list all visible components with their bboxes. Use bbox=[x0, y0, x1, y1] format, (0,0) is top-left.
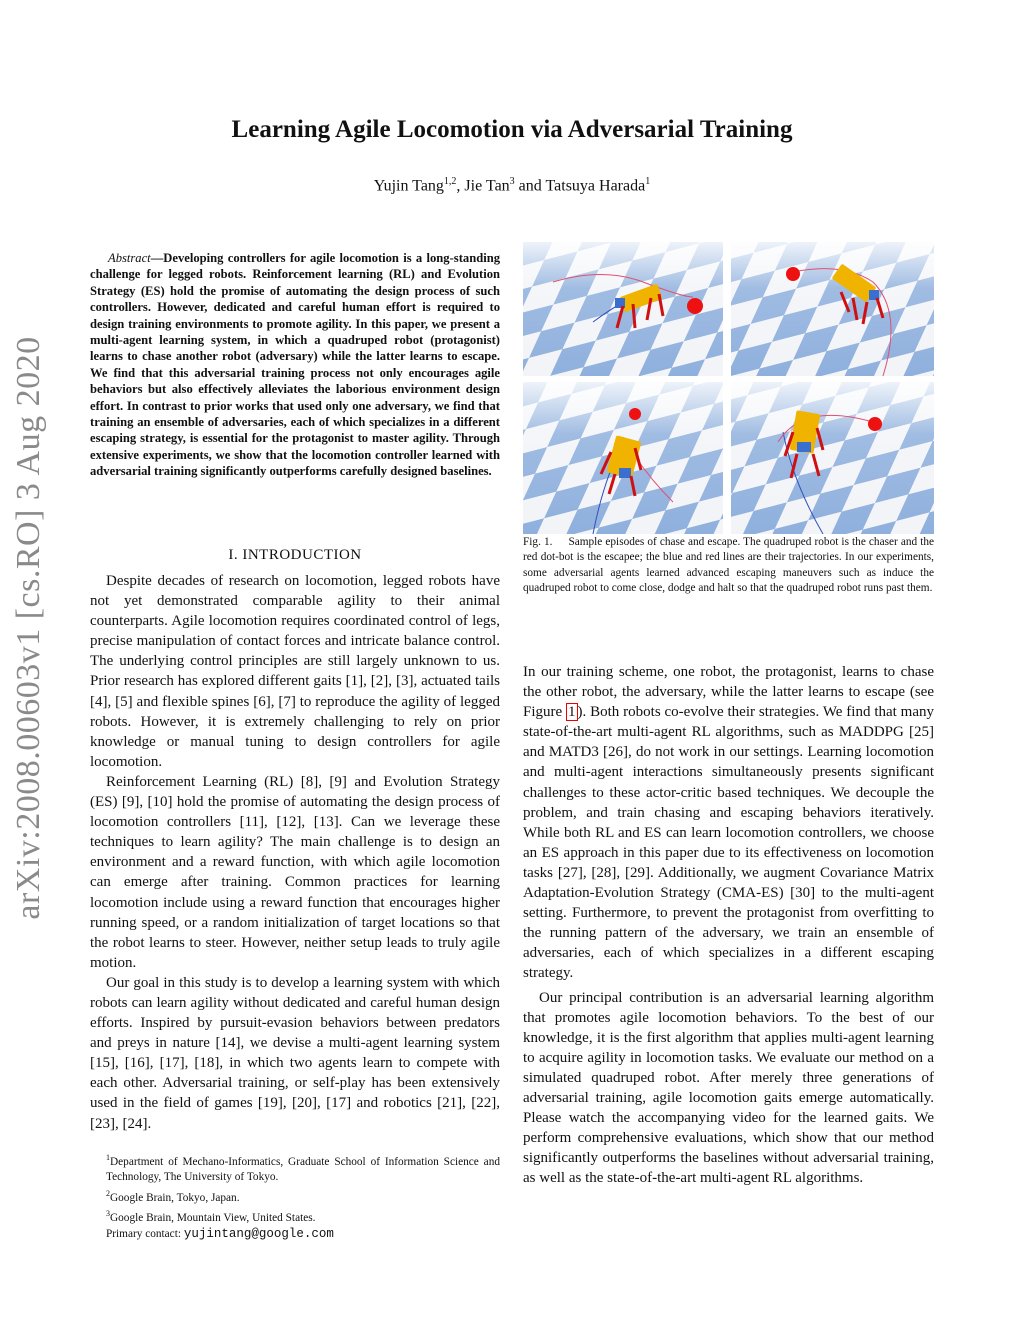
section-heading: I. INTRODUCTION bbox=[228, 547, 362, 563]
footnote-1 bbox=[90, 1150, 500, 1186]
dot-bot bbox=[786, 267, 800, 281]
figure-reference-link[interactable]: 1 bbox=[568, 704, 576, 721]
footnote-2 bbox=[90, 1186, 500, 1206]
author-separator: , bbox=[456, 177, 465, 195]
figure-1-panels bbox=[523, 242, 934, 534]
figure-number: Fig. 1. bbox=[523, 536, 553, 548]
footnote-mark: 1 bbox=[106, 1153, 110, 1162]
panel-top-left bbox=[523, 242, 723, 376]
footnote-text: Google Brain, Mountain View, United States. bbox=[110, 1212, 316, 1225]
affiliation-mark: 3 bbox=[509, 176, 515, 187]
footnote-mark: 2 bbox=[106, 1188, 110, 1198]
author-separator: and bbox=[514, 177, 546, 195]
primary-contact bbox=[90, 1227, 500, 1243]
author-line bbox=[0, 176, 1024, 195]
dot-bot bbox=[687, 298, 703, 314]
paragraph-text: ). Both robots co-evolve their strategies. We find that many state-of-the-art multi-agent RL algorithms, such as MADDPG [25] and MATD3 [26], do not work in our settings. Learning locomotion and multi-agent interactions simultaneously presents significant challenges to these actor-critic based techniques. We decouple the problem, and train chasing and escaping behaviors iteratively. While both RL and ES can learn locomotion controllers, we choose an ES approach in this paper due to its effectiveness on locomotion tasks [27], [28], [29]. Additionally, we augment Covariance Matrix Adaptation-Evolution Strategy (CMA-ES) [30] to the multi-agent setting. Furthermore, to prevent the protagonist from overfitting to the running pattern of the adversary, we train an ensemble of adversaries, each of which specializes in a different escaping strategy. bbox=[523, 704, 934, 982]
paragraph: Reinforcement Learning (RL) [8], [9] and Evolution Strategy (ES) [9], [10] hold the promise of automating the design process of locomotion controllers [11], [12], [13]. Can we leverage these techniques to learn agility? The main challenge is to design an environment and a reward function, with which agile locomotion can emerge after training. Common practices for learning locomotion include using a reward function that encourages higher running speed, or a random initialization of target locations so that the robot learns to steer. However, neither setup leads to truly agile motion. bbox=[90, 773, 500, 971]
arxiv-stamp: arXiv:2008.00603v1 [cs.RO] 3 Aug 2020 bbox=[10, 336, 47, 920]
abstract-dash: — bbox=[150, 251, 164, 265]
footnote-text: Google Brain, Tokyo, Japan. bbox=[110, 1191, 240, 1204]
dot-bot bbox=[629, 408, 641, 420]
contact-label: Primary contact: bbox=[106, 1227, 184, 1240]
abstract-label: Abstract bbox=[108, 251, 151, 265]
caption-text: Sample episodes of chase and escape. The quadruped robot is the chaser and the red dot-bot is the escapee; the blue and red lines are their trajectories. In our experiments, some adversarial agents learned advanced escaping maneuvers such as induce the quadruped robot to come close, dodge and halt so that the quadruped robot runs past them. bbox=[523, 536, 934, 595]
paragraph-text: In our training scheme, one robot, the protagonist, learns to chase the other robot, the adversary, while the latter learns to escape (see Figure bbox=[523, 664, 934, 721]
author-name: Tatsuya Harada bbox=[545, 177, 646, 195]
paragraph bbox=[523, 662, 934, 984]
right-column-body bbox=[523, 662, 934, 1188]
paragraph: Our principal contribution is an adversarial learning algorithm that promotes agile locomotion behaviors. To the best of our knowledge, it is the first algorithm that applies multi-agent learning to acquire agility in locomotion tasks. We evaluate our method on a simulated quadruped robot. After merely three generations of adversarial training, agile locomotion gaits emerge automatically. Please watch the accompanying video for the learned gaits. We perform comprehensive evaluations, which show that our method significantly outperforms the baselines without adversarial training, as well as the state-of-the-art multi-agent RL algorithms. bbox=[523, 989, 934, 1187]
author-name: Jie Tan bbox=[464, 177, 510, 195]
panel-top-right bbox=[731, 242, 934, 376]
affiliation-mark: 1,2 bbox=[443, 176, 457, 187]
panel-bottom-right bbox=[731, 382, 934, 534]
contact-email: yujintang@google.com bbox=[183, 1226, 334, 1241]
affiliation-mark: 1 bbox=[645, 176, 651, 187]
footnote-text: Department of Mechano-Informatics, Graduate School of Information Science and Technology, The University of Tokyo. bbox=[106, 1155, 500, 1184]
paragraph: Our goal in this study is to develop a learning system with which robots can learn agility without dedicated and careful human design efforts. Inspired by pursuit-evasion behaviors between predators and preys in nature [14], we devise a multi-agent learning system [15], [16], [17], [18], in which two agents learn to compete with each other. Adversarial training, or self-play has been extensively used in the field of games [19], [20], [17] and robotics [21], [22], [23], [24]. bbox=[90, 974, 500, 1132]
dot-bot bbox=[868, 417, 882, 431]
author-name: Yujin Tang bbox=[373, 177, 444, 195]
footnote-mark: 3 bbox=[106, 1209, 110, 1219]
introduction-body bbox=[90, 571, 500, 1134]
footnote-3 bbox=[90, 1206, 500, 1226]
panel-bottom-left bbox=[523, 382, 723, 534]
abstract bbox=[90, 250, 500, 480]
footnotes bbox=[90, 1150, 500, 1242]
paper-title: Learning Agile Locomotion via Adversarial Training bbox=[231, 116, 793, 143]
figure-1 bbox=[523, 242, 934, 534]
paragraph: Despite decades of research on locomotion, legged robots have not yet demonstrated comparable agility to their animal counterparts. Agile locomotion requires coordinated control of legs, precise manipulation of contact forces and intricate balance control. The underlying control principles are still largely unknown to us. Prior research has explored different gaits [1], [2], [3], actuated tails [4], [5] and flexible spines [6], [7] to reproduce the agility of legged robots. However, it is extremely challenging to rely on prior knowledge or manual tuning to design controllers for agile locomotion. bbox=[90, 573, 500, 770]
figure-caption bbox=[523, 535, 934, 597]
abstract-text: Developing controllers for agile locomotion is a long-standing challenge for legged robots. Reinforcement learning (RL) and Evolution Strategy (ES) hold the promise of automating the design process of such controllers. However, dedicated and careful human effort is required to design training environments to promote agility. In this paper, we present a multi-agent learning system, in which a quadruped robot (protagonist) learns to chase another robot (adversary) while the latter learns to escape. We find that this adversarial training process not only encourages agile behaviors but also effectively alleviates the laborious environment design effort. In contrast to prior works that used only one adversary, we find that training an ensemble of adversaries, each of which specializes in a different escaping strategy, is essential for the protagonist to master agility. Through extensive experiments, we show that the locomotion controller learned with adversarial training significantly outperforms carefully designed baselines. bbox=[90, 251, 500, 479]
